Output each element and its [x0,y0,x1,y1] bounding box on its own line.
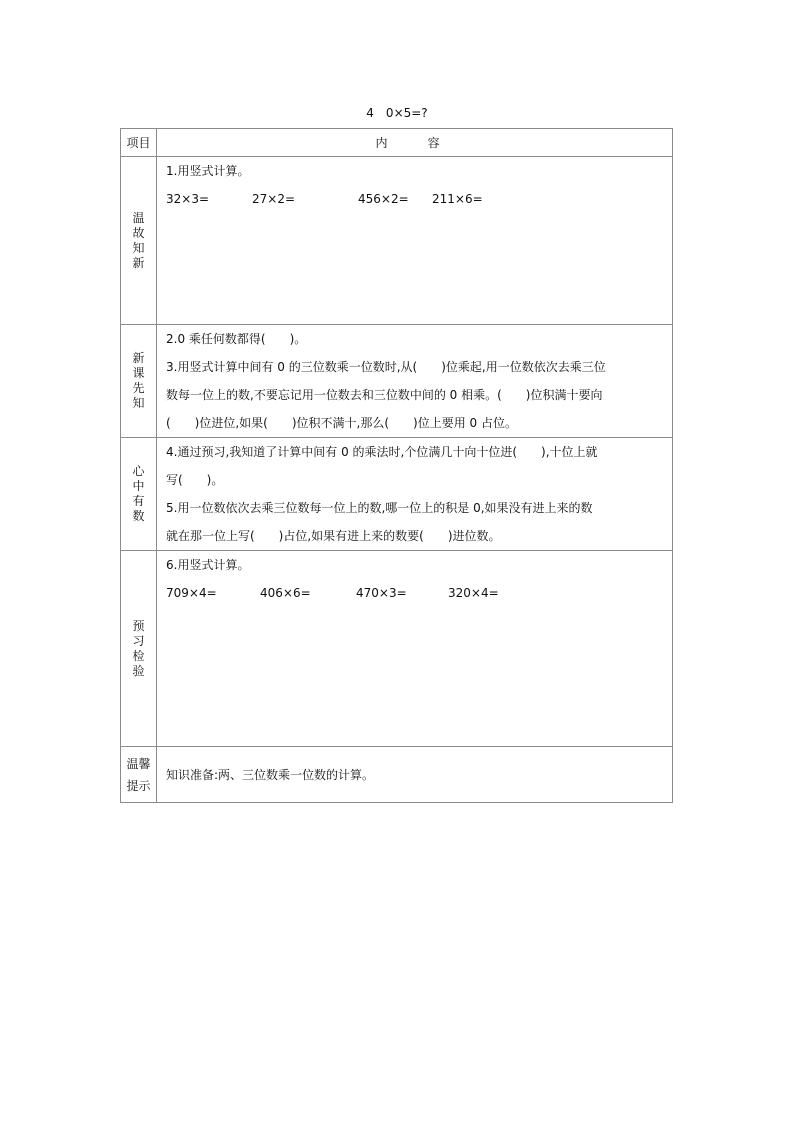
header-row [121,129,673,157]
question-2: 2.0 乘任何数都得( )。 [166,332,307,346]
calc-item: 320×4= [448,586,499,600]
review-label [121,157,157,325]
header-item-cell: 项目 [121,129,157,157]
mind-content [157,438,673,551]
mind-label-char: 中 [132,479,145,493]
review-row [121,157,673,325]
question-3-line-2: 数每一位上的数,不要忘记用一位数去和三位数中间的 0 相乘。( )位积满十要向 [166,388,603,402]
review-label-char: 知 [132,240,145,255]
check-label [121,551,157,747]
calc-item: 27×2= [252,192,296,206]
header-content-cell [157,129,673,157]
review-calcs [166,185,672,213]
calc-item: 32×3= [166,192,210,206]
preview-label-char: 知 [132,396,145,410]
header-content-label: 内 容 [375,136,454,150]
mind-label [121,438,157,551]
mind-label-char: 心 [132,464,145,478]
review-content [157,157,673,325]
check-calcs [166,579,672,607]
tip-row [121,747,673,803]
tip-label-line: 温馨 [126,756,151,771]
mind-label-char: 有 [132,494,145,508]
preview-label-char: 新 [132,351,145,365]
check-instruction: 6.用竖式计算。 [166,558,250,572]
check-label-char: 检 [132,648,145,663]
tip-label-line: 提示 [126,778,151,793]
worksheet-table [120,128,673,803]
check-content [157,551,673,747]
review-label-char: 新 [132,255,145,270]
mind-label-char: 数 [132,509,145,523]
tip-text: 知识准备:两、三位数乘一位数的计算。 [166,767,375,782]
review-label-char: 故 [132,225,145,240]
review-label-char: 温 [132,210,145,225]
preview-row [121,325,673,438]
mind-row [121,438,673,551]
question-5-line-2: 就在那一位上写( )占位,如果有进上来的数要( )进位数。 [166,529,501,543]
tip-content [157,747,673,803]
calc-item: 456×2= [358,192,409,206]
check-label-char: 预 [132,618,145,633]
check-label-char: 习 [132,633,145,648]
check-row [121,551,673,747]
preview-label [121,325,157,438]
check-label-char: 验 [132,663,145,678]
calc-item: 406×6= [260,586,311,600]
preview-label-char: 先 [132,381,145,395]
calc-item: 470×3= [356,586,407,600]
question-4-line-2: 写( )。 [166,473,224,487]
review-instruction: 1.用竖式计算。 [166,164,250,178]
preview-content [157,325,673,438]
tip-label [121,747,157,803]
question-3-line-1: 3.用竖式计算中间有 0 的三位数乘一位数时,从( )位乘起,用一位数依次去乘三位 [166,360,606,374]
page-title: 4 0×5=? [366,106,428,120]
calc-item: 709×4= [166,586,217,600]
preview-label-char: 课 [132,366,145,380]
calc-item: 211×6= [432,192,483,206]
question-5-line-1: 5.用一位数依次去乘三位数每一位上的数,哪一位上的积是 0,如果没有进上来的数 [166,501,593,515]
question-4-line-1: 4.通过预习,我知道了计算中间有 0 的乘法时,个位满几十向十位进( ),十位上就 [166,445,598,459]
question-3-line-3: ( )位进位,如果( )位积不满十,那么( )位上要用 0 占位。 [166,416,517,430]
